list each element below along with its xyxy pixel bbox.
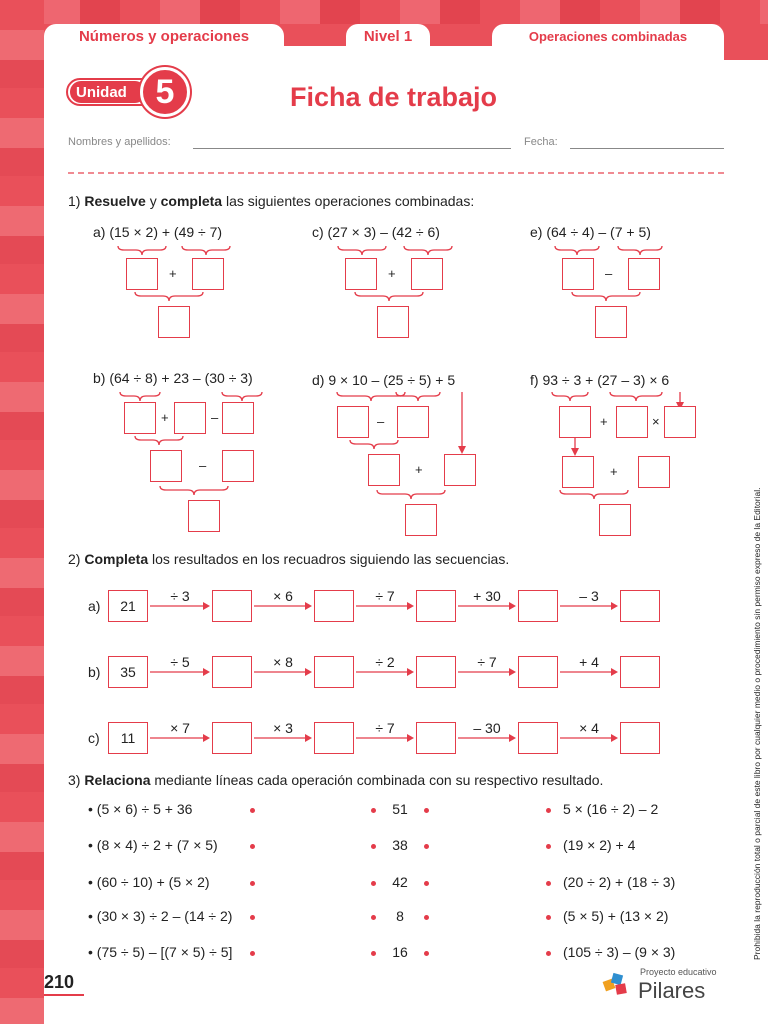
left-operation: • (30 × 3) ÷ 2 – (14 ÷ 2): [88, 908, 233, 924]
answer-box[interactable]: [397, 406, 429, 438]
sequence-answer-box[interactable]: [212, 722, 252, 754]
answer-box[interactable]: [337, 406, 369, 438]
question-3: 3) Relaciona mediante líneas cada operación combinada con su respectivo resultado.: [68, 772, 604, 788]
match-dot[interactable]: [371, 915, 376, 920]
plus-sign: +: [161, 410, 169, 425]
match-dot[interactable]: [546, 915, 551, 920]
sequence-answer-box[interactable]: [314, 590, 354, 622]
result-value: 38: [392, 837, 408, 853]
match-dot[interactable]: [371, 881, 376, 886]
sequence-operation: × 3: [273, 720, 293, 736]
answer-box[interactable]: [345, 258, 377, 290]
sequence-start: 35: [108, 656, 148, 688]
answer-box[interactable]: [368, 454, 400, 486]
match-dot[interactable]: [250, 951, 255, 956]
answer-box[interactable]: [562, 258, 594, 290]
sequence-operation: × 4: [579, 720, 599, 736]
match-dot[interactable]: [424, 951, 429, 956]
exercise-e: e) (64 ÷ 4) – (7 + 5): [530, 224, 651, 240]
answer-box[interactable]: [377, 306, 409, 338]
tab-subtopic: Operaciones combinadas: [492, 24, 724, 48]
page-title: Ficha de trabajo: [290, 82, 498, 112]
match-dot[interactable]: [250, 881, 255, 886]
sequence-operation: ÷ 7: [375, 720, 395, 736]
plus-sign: +: [610, 464, 618, 479]
sequence-operation: – 30: [473, 720, 501, 736]
minus-sign: –: [605, 266, 613, 281]
plus-sign: +: [388, 266, 396, 281]
match-dot[interactable]: [250, 915, 255, 920]
sequence-operation: ÷ 3: [170, 588, 190, 604]
sequence-answer-box[interactable]: [620, 722, 660, 754]
match-dot[interactable]: [424, 808, 429, 813]
answer-box[interactable]: [405, 504, 437, 536]
sequence-operation: + 4: [579, 654, 599, 670]
sequence-operation: ÷ 5: [170, 654, 190, 670]
right-operation: 5 × (16 ÷ 2) – 2: [563, 801, 659, 817]
match-dot[interactable]: [424, 915, 429, 920]
plus-sign: +: [415, 462, 423, 477]
sequence-answer-box[interactable]: [314, 656, 354, 688]
match-dot[interactable]: [546, 951, 551, 956]
sequence-start: 11: [108, 722, 148, 754]
result-value: 16: [392, 944, 408, 960]
sequence-operation: ÷ 7: [375, 588, 395, 604]
right-operation: (19 × 2) + 4: [563, 837, 636, 853]
page-number: 210: [44, 972, 75, 992]
answer-box[interactable]: [628, 258, 660, 290]
answer-box[interactable]: [126, 258, 158, 290]
logo-name: Pilares: [638, 978, 706, 1003]
left-operation: • (5 × 6) ÷ 5 + 36: [88, 801, 193, 817]
exercise-b: b) (64 ÷ 8) + 23 – (30 ÷ 3): [93, 370, 253, 386]
sequence-answer-box[interactable]: [620, 590, 660, 622]
exercise-f: f) 93 ÷ 3 + (27 – 3) × 6: [530, 372, 670, 388]
sequence-operation: ÷ 7: [477, 654, 497, 670]
answer-box[interactable]: [616, 406, 648, 438]
sequence-answer-box[interactable]: [314, 722, 354, 754]
sequence-answer-box[interactable]: [416, 656, 456, 688]
plus-sign: +: [169, 266, 177, 281]
result-value: 42: [392, 874, 408, 890]
question-2: 2) Completa los resultados en los recuadros siguiendo las secuencias.: [68, 551, 510, 567]
exercise-a: a) (15 × 2) + (49 ÷ 7): [93, 224, 223, 240]
page-number-underline: [44, 994, 84, 996]
answer-box[interactable]: [124, 402, 156, 434]
tab-topic: Números y operaciones: [44, 24, 284, 48]
sequence-operation: + 30: [473, 588, 501, 604]
sequence-answer-box[interactable]: [518, 722, 558, 754]
sequence-operation: × 7: [170, 720, 190, 736]
pilares-logo-icon: [602, 970, 634, 1000]
sequence-label: c): [88, 730, 100, 746]
answer-box[interactable]: [174, 402, 206, 434]
plus-sign: +: [600, 414, 608, 429]
left-operation: • (75 ÷ 5) – [(7 × 5) ÷ 5]: [88, 944, 233, 960]
minus-sign: –: [211, 410, 219, 425]
answer-box[interactable]: [599, 504, 631, 536]
answer-box[interactable]: [562, 456, 594, 488]
match-dot[interactable]: [371, 808, 376, 813]
tab-level: Nivel 1: [346, 24, 430, 48]
sequence-start: 21: [108, 590, 148, 622]
result-value: 8: [396, 908, 404, 924]
sequence-answer-box[interactable]: [212, 656, 252, 688]
sequence-answer-box[interactable]: [620, 656, 660, 688]
answer-box[interactable]: [595, 306, 627, 338]
date-label: Fecha:: [524, 136, 558, 148]
match-dot[interactable]: [371, 951, 376, 956]
right-operation: (5 × 5) + (13 × 2): [563, 908, 669, 924]
times-sign: ×: [652, 414, 660, 429]
sequence-label: a): [88, 598, 101, 614]
names-label: Nombres y apellidos:: [68, 136, 171, 148]
match-dot[interactable]: [546, 808, 551, 813]
minus-sign: –: [199, 458, 207, 473]
match-dot[interactable]: [546, 844, 551, 849]
answer-box[interactable]: [188, 500, 220, 532]
match-dot[interactable]: [546, 881, 551, 886]
match-dot[interactable]: [424, 844, 429, 849]
answer-box[interactable]: [222, 450, 254, 482]
answer-box[interactable]: [222, 402, 254, 434]
sequence-answer-box[interactable]: [212, 590, 252, 622]
sequence-operation: – 3: [579, 588, 599, 604]
answer-box[interactable]: [158, 306, 190, 338]
exercise-c: c) (27 × 3) – (42 ÷ 6): [312, 224, 440, 240]
answer-box[interactable]: [664, 406, 696, 438]
sequence-operation: × 6: [273, 588, 293, 604]
match-dot[interactable]: [424, 881, 429, 886]
sequence-answer-box[interactable]: [518, 590, 558, 622]
question-1: 1) Resuelve y completa las siguientes operaciones combinadas:: [68, 193, 475, 209]
right-operation: (20 ÷ 2) + (18 ÷ 3): [563, 874, 676, 890]
answer-box[interactable]: [444, 454, 476, 486]
exercise-d: d) 9 × 10 – (25 ÷ 5) + 5: [312, 372, 456, 388]
answer-box[interactable]: [150, 450, 182, 482]
result-value: 51: [392, 801, 408, 817]
right-operation: (105 ÷ 3) – (9 × 3): [563, 944, 676, 960]
left-operation: • (60 ÷ 10) + (5 × 2): [88, 874, 210, 890]
sequence-answer-box[interactable]: [416, 722, 456, 754]
match-dot[interactable]: [250, 844, 255, 849]
answer-box[interactable]: [638, 456, 670, 488]
copyright-note: Prohibida la reproducción total o parcial de este libro por cualquier medio o procedimiento sin permiso expreso de la Editorial.: [752, 487, 762, 960]
match-dot[interactable]: [250, 808, 255, 813]
unit-label: Unidad: [70, 81, 146, 103]
logo-subtitle: Proyecto educativo: [640, 967, 717, 977]
sequence-answer-box[interactable]: [518, 656, 558, 688]
minus-sign: –: [377, 414, 385, 429]
answer-box[interactable]: [559, 406, 591, 438]
answer-box[interactable]: [192, 258, 224, 290]
left-operation: • (8 × 4) ÷ 2 + (7 × 5): [88, 837, 218, 853]
sequence-operation: × 8: [273, 654, 293, 670]
sequence-answer-box[interactable]: [416, 590, 456, 622]
sequence-label: b): [88, 664, 101, 680]
sequence-operation: ÷ 2: [375, 654, 395, 670]
match-dot[interactable]: [371, 844, 376, 849]
answer-box[interactable]: [411, 258, 443, 290]
unit-number: 5: [140, 67, 190, 117]
